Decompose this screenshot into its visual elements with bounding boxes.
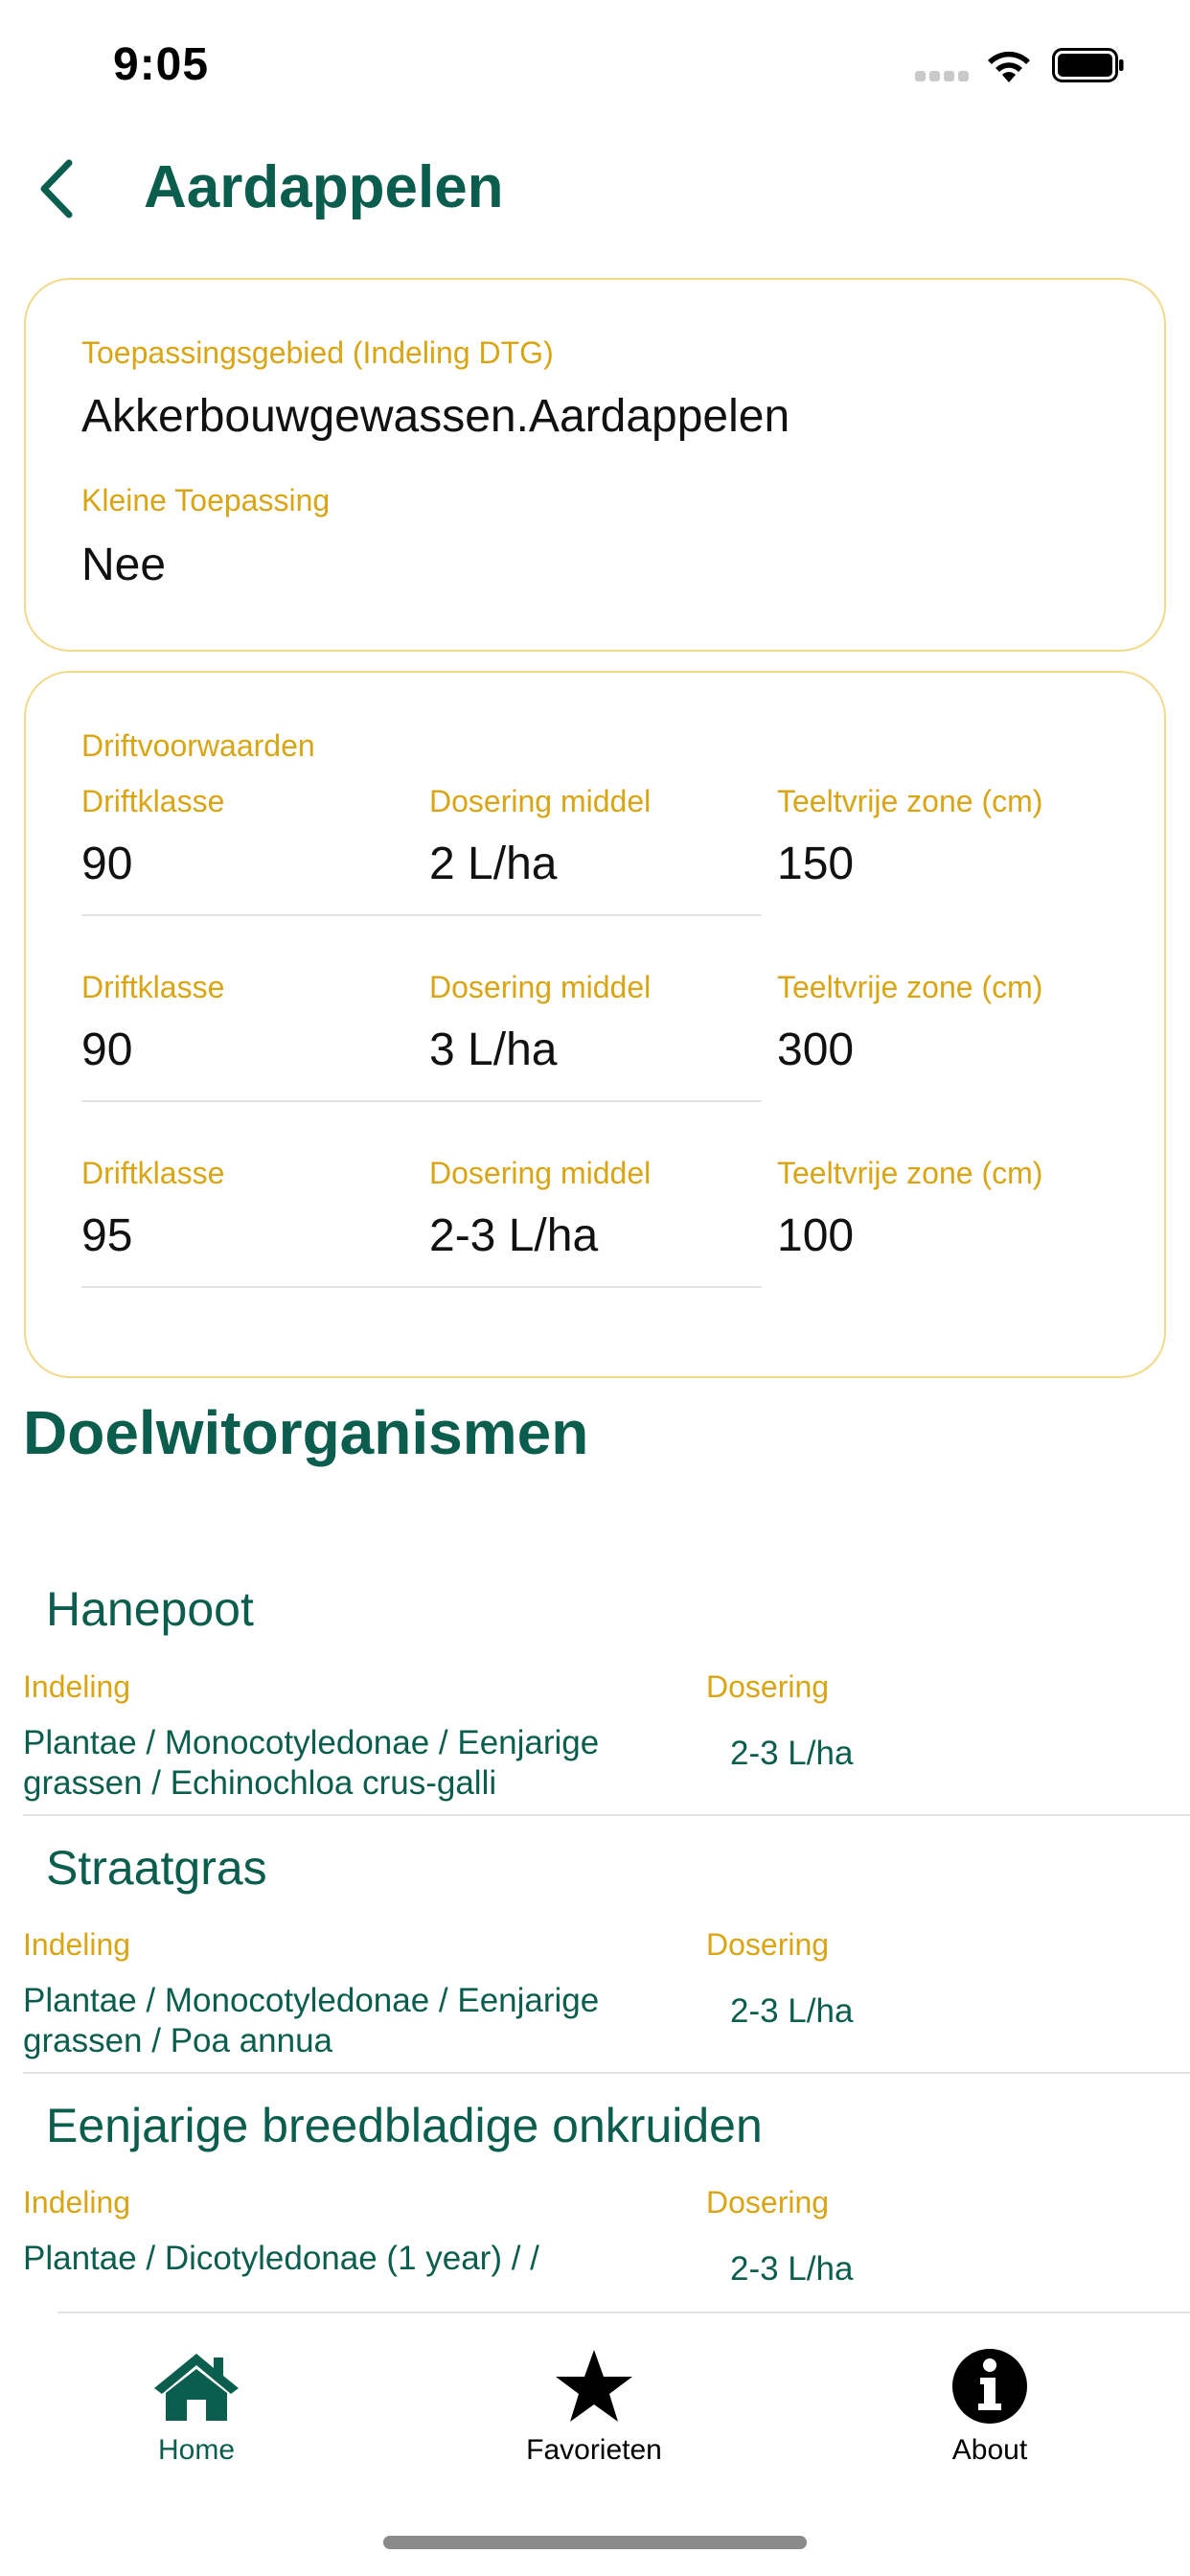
small-application-label: Kleine Toepassing xyxy=(81,483,331,518)
status-bar xyxy=(0,0,1190,134)
area-value: Akkerbouwgewassen.Aardappelen xyxy=(81,391,790,442)
dosering-value: 3 L/ha xyxy=(429,1024,558,1075)
indeling-label: Indeling xyxy=(23,1927,131,1962)
drift-title: Driftvoorwaarden xyxy=(81,728,315,763)
driftklasse-value: 95 xyxy=(81,1210,133,1261)
house-icon xyxy=(152,2348,240,2425)
tab-favorieten[interactable] xyxy=(469,2348,719,2482)
driftklasse-value: 90 xyxy=(81,839,133,889)
zone-value: 100 xyxy=(777,1210,855,1261)
zone-label: Teeltvrije zone (cm) xyxy=(777,784,1043,818)
zone-label: Teeltvrije zone (cm) xyxy=(777,970,1043,1004)
organism-name: Straatgras xyxy=(46,1841,267,1895)
dosering-label: Dosering xyxy=(706,1669,830,1704)
organism-dosering: 2-3 L/ha xyxy=(730,2250,854,2288)
dosering-label: Dosering middel xyxy=(429,784,652,818)
home-indicator[interactable] xyxy=(383,2536,807,2549)
tab-home[interactable] xyxy=(72,2348,321,2482)
dosering-label: Dosering xyxy=(706,2185,830,2220)
toepassing-card xyxy=(24,278,1166,652)
organism-name: Eenjarige breedbladige onkruiden xyxy=(46,2099,763,2152)
item-separator xyxy=(57,2312,1190,2313)
row-divider xyxy=(81,1286,762,1288)
indeling-label: Indeling xyxy=(23,1669,131,1704)
cellular-signal-icon xyxy=(915,71,969,82)
organism-name: Hanepoot xyxy=(46,1582,254,1636)
organism-dosering: 2-3 L/ha xyxy=(730,1992,854,2030)
driftklasse-label: Driftklasse xyxy=(81,1156,225,1190)
organism-indeling: Plantae / Monocotyledonae / Eenjarige grassen / Poa annua xyxy=(23,1982,600,2059)
dosering-value: 2-3 L/ha xyxy=(429,1210,599,1261)
area-label: Toepassingsgebied (Indeling DTG) xyxy=(81,335,554,370)
row-divider xyxy=(81,1100,762,1102)
organism-dosering: 2-3 L/ha xyxy=(730,1735,854,1772)
star-icon xyxy=(554,2348,634,2425)
section-title-doelwit: Doelwitorganismen xyxy=(23,1398,589,1467)
info-icon xyxy=(951,2348,1028,2425)
zone-value: 300 xyxy=(777,1024,855,1075)
dosering-label: Dosering middel xyxy=(429,970,652,1004)
zone-value: 150 xyxy=(777,839,855,889)
organism-indeling: Plantae / Monocotyledonae / Eenjarige grassen / Echinochloa crus-galli xyxy=(23,1724,600,1802)
tab-about[interactable] xyxy=(865,2348,1114,2482)
item-separator xyxy=(23,2072,1190,2074)
wifi-icon xyxy=(985,46,1033,84)
row-divider xyxy=(81,914,762,916)
dosering-value: 2 L/ha xyxy=(429,839,558,889)
item-separator xyxy=(23,1814,1190,1816)
battery-icon xyxy=(1052,48,1125,82)
tab-label-about: About xyxy=(951,2434,1028,2466)
indeling-label: Indeling xyxy=(23,2185,131,2220)
dosering-label: Dosering middel xyxy=(429,1156,652,1190)
driftklasse-label: Driftklasse xyxy=(81,784,225,818)
tab-label-home: Home xyxy=(157,2434,236,2466)
small-application-value: Nee xyxy=(81,540,167,590)
back-button[interactable] xyxy=(29,153,86,225)
driftklasse-value: 90 xyxy=(81,1024,133,1075)
tab-label-favorieten: Favorieten xyxy=(526,2434,662,2466)
organism-indeling: Plantae / Dicotyledonae (1 year) / / xyxy=(23,2240,539,2277)
drift-card xyxy=(24,671,1166,1378)
zone-label: Teeltvrije zone (cm) xyxy=(777,1156,1043,1190)
status-time: 9:05 xyxy=(113,39,210,90)
dosering-label: Dosering xyxy=(706,1927,830,1962)
page-title: Aardappelen xyxy=(144,154,504,220)
driftklasse-label: Driftklasse xyxy=(81,970,225,1004)
